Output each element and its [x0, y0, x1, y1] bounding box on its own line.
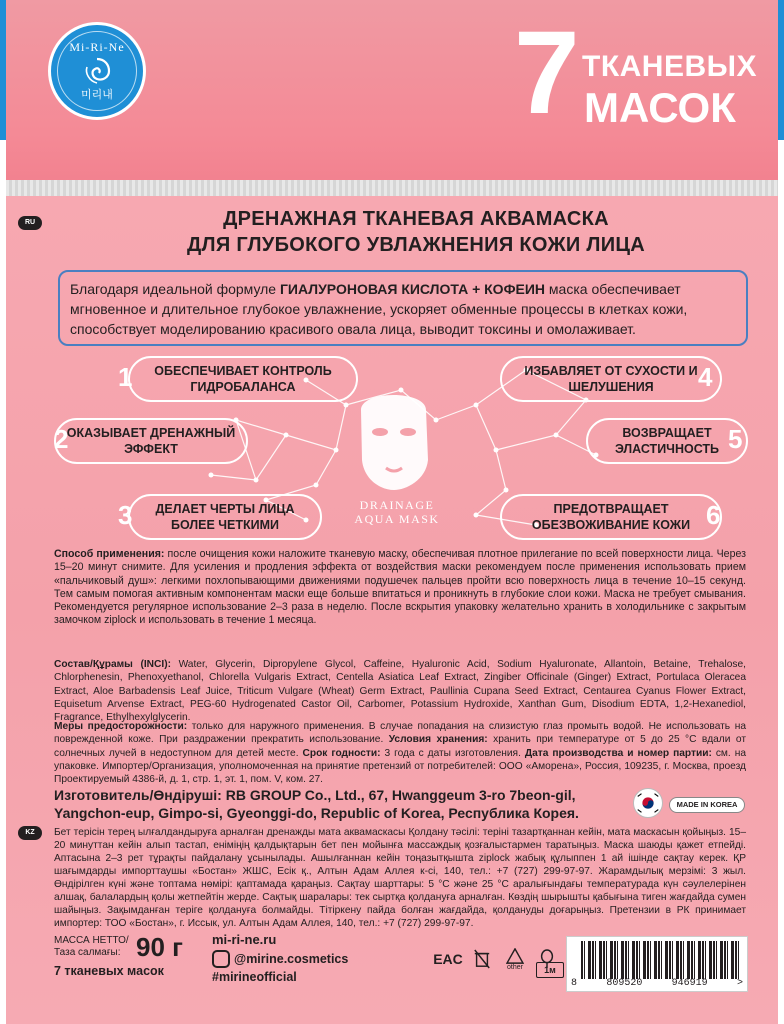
benefit-2-number: 2	[54, 424, 69, 454]
storage-label: Условия хранения:	[388, 734, 488, 746]
ingredients-label: Состав/Құрамы (INCI):	[54, 659, 171, 670]
benefit-5	[586, 418, 748, 464]
benefit-4-number: 4	[698, 362, 713, 392]
ingredients-section	[54, 658, 746, 724]
drainage-aqua-mask-label	[342, 498, 452, 526]
barcode	[566, 936, 748, 992]
benefit-5-number: 5	[728, 424, 743, 454]
kz-badge: KZ	[18, 826, 42, 840]
net-weight-label	[54, 935, 129, 959]
precautions-section	[54, 720, 746, 786]
benefit-1	[128, 356, 358, 402]
benefit-5-text: ВОЗВРАЩАЕТ ЭЛАСТИЧНОСТЬ	[614, 426, 720, 456]
precautions-label: Меры предосторожности:	[54, 721, 188, 732]
pao-mark: 1м	[536, 962, 564, 978]
benefit-6-text: ПРЕДОТВРАЩАЕТ ОБЕЗВОЖИВАНИЕ КОЖИ	[531, 502, 691, 532]
benefit-6	[500, 494, 722, 540]
benefit-3	[128, 494, 322, 540]
manufacturer: Изготовитель/Өндіруші: RB GROUP Co., Ltd., 67, Hwanggeum 3-ro 7beon-gil, Yangchon-eup, Gimpo-si, Gyeonggi-do, Republic of Korea, Республика Корея.	[54, 787, 579, 821]
logo-text: Mi-Ri-Ne	[69, 40, 125, 54]
barcode-digit-1: 8	[571, 978, 578, 989]
barcode-digit-2: 809520	[606, 978, 643, 989]
barcode-end: >	[736, 978, 743, 989]
net-label-ru: МАССА НЕТТО/	[54, 935, 129, 946]
mask-label-line1: DRAINAGE	[359, 498, 435, 512]
hashtag-text: #mirineofficial	[212, 970, 297, 984]
benefit-4-text: ИЗБАВЛЯЕТ ОТ СУХОСТИ И ШЕЛУШЕНИЯ	[524, 364, 698, 394]
intro-bold: ГИАЛУРОНОВАЯ КИСЛОТА + КОФЕИН	[279, 281, 546, 297]
benefit-3-text: ДЕЛАЕТ ЧЕРТЫ ЛИЦА БОЛЕЕ ЧЕТКИМИ	[155, 502, 295, 532]
recycle-mark	[500, 944, 530, 974]
net-weight: 90 г	[136, 932, 183, 962]
net-label-kz: Таза салмағы:	[54, 947, 121, 958]
benefit-1-text: ОБЕСПЕЧИВАЕТ КОНТРОЛЬ ГИДРОБАЛАНСА	[154, 364, 332, 394]
barcode-digits	[571, 978, 743, 989]
benefit-4	[500, 356, 722, 402]
usage-text: после очищения кожи наложите тканевую маску, обеспечивая плотное прилегание по всей поверхности лица. Через 15–20 минут снимите. Для усиления и продления эффекта от воздействия маски рекомендуем после применения использовать прием «пальчиковый душ»: легкими похлопывающими движениями подушечек пальцев пройти всю поверхность лица в течение 10–15 секунд. Тем самым помогая активным компонентам маски еще больше впитаться и проникнуть в глубокие слои кожи. Маска не требует смывания. Рекомендуется регулярное использование 2–3 раза в неделю. После вскрытия упаковку желательно хранить в холодильнике с закрытым замочком ziplock и использовать в течение 1 месяца.	[54, 548, 746, 627]
product-title	[136, 206, 696, 258]
intro-before: Благодаря идеальной формуле	[70, 281, 280, 297]
usage-section	[54, 548, 746, 628]
instagram	[212, 950, 348, 968]
face-mask-icon	[361, 395, 428, 490]
headline-line2: МАСОК	[584, 84, 736, 131]
trash-bin-icon	[468, 944, 496, 974]
shelf-life-text: 3 года с даты изготовления.	[380, 747, 525, 759]
benefit-3-number: 3	[118, 500, 133, 530]
shelf-life-label: Срок годности:	[302, 747, 381, 759]
headline-line1: ТКАНЕВЫХ	[582, 50, 758, 83]
title-line2: ДЛЯ ГЛУБОКОГО УВЛАЖНЕНИЯ КОЖИ ЛИЦА	[186, 234, 646, 256]
usage-label: Способ применения:	[54, 548, 165, 560]
instagram-handle: @mirine.cosmetics	[234, 952, 349, 966]
website: mi-ri-ne.ru	[212, 932, 277, 947]
ru-badge: RU	[18, 216, 42, 230]
benefit-6-number: 6	[706, 500, 721, 530]
brand-logo	[48, 22, 146, 120]
recycle-label: other	[507, 963, 523, 971]
mask-count-number: 7	[514, 7, 580, 139]
benefit-2	[54, 418, 248, 464]
kz-text: Бет терісін терең ылғалдандыруға арналған дренажды мата аквамаскасы Қолдану тәсілі: теріні тазартқаннан кейін, мата маскасын қойыңыз. 15–20 минуттан кейін алып тастап, еніміңің қалдықтарын бет пен мойынға массаждық қозғалыстармен таратыңыз. Маска шаюды қажет етпейді. Аптасына 2–3 рет тұрақты пайдалану ұсынылады. Ашылғаннан кейін тоңазытқышта ziplock жабық құлыппен 1 ай ішінде сақтау керек. ҚР шағымдарды импорттаушы «Бостан» ЖШС, Есік қ., Алтын Адам Аллея к-сі, 140, тел.: +7 (727) 299-97-97. Жарамдылық мерзімі: 3 жыл. Өндірілген күні және топтама нөмірі: қаптамада қараңыз. Сақтау шарттары: 5 °С және 25 °С аралығындағы температурада күн сәулелерінен алшақ, балалардың қолы жетпейтін жерде. Сақтық шаралары: тек сыртқа қолдануға арналған. Көздің шырышты қабығына тиген жағдайда сумен шайыңыз. Зақымданған теріге қолдануға болмайды. Тітіркену пайда болған жағдайда, қолдануды доғарыңыз. Претензии в РК принимает импортер: ТОО «Бостан», г. Иссык, ул. Алтын Адам Аллея, 140, тел.: +7 (727) 299-97-97.	[54, 827, 746, 929]
intro-after: маска обеспечивает мгновенное и длительное глубокое увлажнение, ускоряет обменные процессы в клетках кожи, способствует моделированию красивого овала лица, выводит токсины и омолаживает.	[70, 281, 688, 337]
mask-package	[6, 0, 778, 1024]
precautions-text: только для наружного применения. В случае попадания на слизистую глаз промыть водой. Не использовать на поврежденной коже. При раздражении прекратить использование.	[54, 721, 746, 746]
batch-label: Дата производства и номер партии:	[524, 747, 712, 759]
title-line1: ДРЕНАЖНАЯ ТКАНЕВАЯ АКВАМАСКА	[223, 208, 609, 230]
made-in-korea-badge: MADE IN KOREA	[669, 797, 745, 813]
mask-count: 7 тканевых масок	[54, 964, 164, 978]
storage-text: хранить при температуре от 5 до 25 °С вдали от солнечных лучей в недоступном для детей месте.	[54, 734, 746, 759]
intro-box	[58, 270, 748, 346]
barcode-bars	[581, 941, 739, 979]
mask-label-line2: AQUA MASK	[354, 512, 440, 526]
benefit-2-text: ОКАЗЫВАЕТ ДРЕНАЖНЫЙ ЭФФЕКТ	[66, 426, 236, 456]
ingredients-text: Water, Glycerin, Dipropylene Glycol, Caffeine, Hyaluronic Acid, Sodium Hyaluronate, Allantoin, Betaine, Trehalose, Chlorphenesin, Phenoxyethanol, Chlorella Vulgaris Extract, Centella Asiatica Leaf Extract, Zingiber Officinale (Ginger) Extract, Portulaca Oleracea Extract, Aloe Barbadensis Leaf Juice, Triticum Vulgare (Wheat) Germ Extract, Paullinia Cupana Seed Extract, Centaurea Cyanus Flower Extract, Equisetum Arvense Extract, PEG-60 Hydrogenated Castor Oil, Carbomer, Potassium Hydroxide, Xanthan Gum, Disodium EDTA, 1,2-Hexanediol, Fragrance, Ethylhexylglycerin.	[54, 659, 746, 724]
instagram-icon	[212, 950, 230, 968]
barcode-digit-3: 946919	[671, 978, 708, 989]
recycle-icon	[506, 948, 524, 964]
swirl-icon	[81, 55, 113, 87]
hashtag	[212, 970, 297, 984]
benefit-1-number: 1	[118, 362, 133, 392]
importer-text: см. на упаковке. Импортер/Организация, уполномоченная на принятие претензий от потребителей: ООО «Аморена», Россия, 109235, г. Москва, проезд Проектируемый 4386-й, д. 1, стр. 1, эт. 1, пом. V, ком. 27.	[54, 747, 746, 786]
eac-mark: EAC	[433, 951, 463, 967]
korea-flag-icon	[633, 788, 663, 818]
logo-hangul: 미리내	[81, 89, 113, 101]
